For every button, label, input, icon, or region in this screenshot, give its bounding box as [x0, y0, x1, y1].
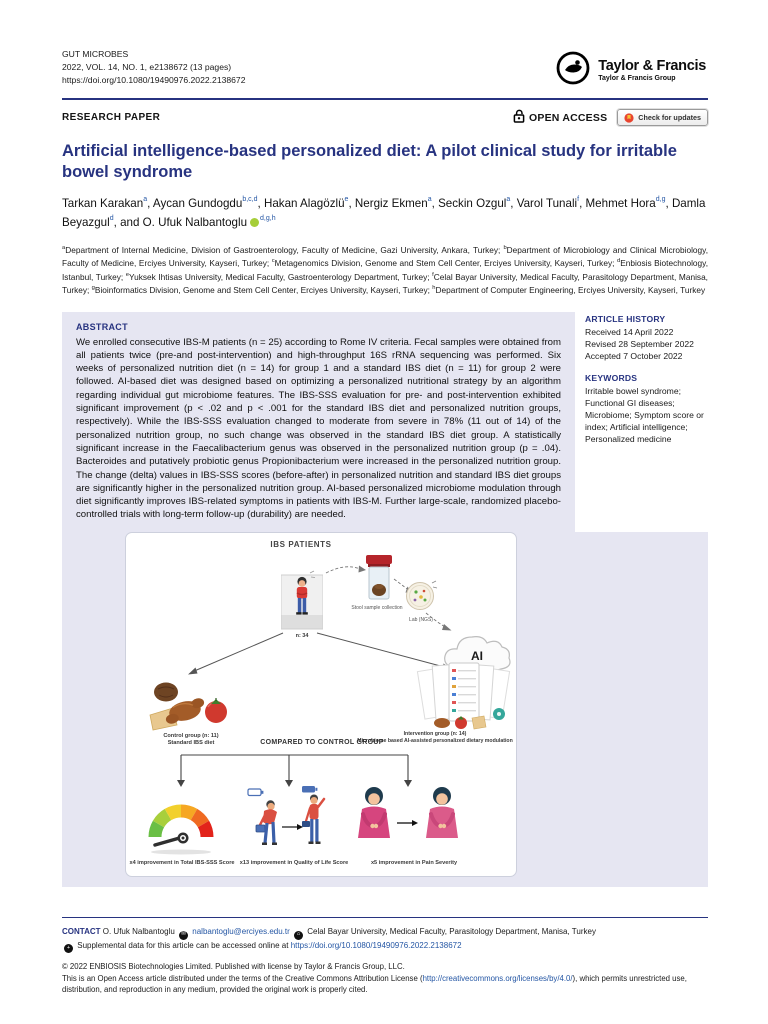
- abstract-box: [62, 312, 575, 532]
- license-paragraph: [62, 974, 708, 996]
- control-food-illustration: [146, 675, 238, 733]
- affil-text: Celal Bayar University, Medical Faculty, Parasitology Department, Manisa, Turkey;: [62, 271, 708, 295]
- crossmark-icon: [624, 113, 634, 123]
- taylor-francis-icon: [555, 50, 591, 91]
- ai-label: AI: [471, 648, 483, 663]
- abstract-text: We enrolled consecutive IBS-M patients (n = 25) according to Rome IV criteria. Fecal samples were obtained from all patients twice (pre-and post-intervention) and high-throughput 16S rRNA sequencing was performed. Six weeks of personalized nutrition diet (n = 14) for group 1 and a standard IBS diet (n = 11) for group 2 were followed. AI-based diet was designed based on optimizing a personalized nutritional strategy by an algorithm regarding individual gut microbiome features. The IBS-SSS evaluation for pre- and post-intervention exhibited significant improvement (p < .02 and p < .001 for the standard IBS diet and personalized nutrition groups, respectively). While the IBS-SSS evaluation changed to moderate from severe in 78% (11 out of 14) of the personalized nutrition group, no such change was observed in the standard IBS diet group. A statistically significant increase in the Faecalibacterium genus was observed in the personalized nutrition group (p = .04). Bacteroides and putatively probiotic genus Propionibacterium were increased in the personalized nutrition group. The change (delta) values in IBS-SSS scores (before-after) in personalized nutrition and standard IBS diet groups are significantly higher in the personalized nutrition group. AI-based personalized microbiome modulation through diet significantly improves IBS-related symptoms in patients with IBS-M. Further large-scale, randomized placebo-controlled trials with long-term follow-up (durability) are needed.: [76, 336, 561, 521]
- open-access-badge: [513, 109, 607, 126]
- journal-title: GUT MICROBES: [62, 49, 129, 59]
- ibs-sss-gauge-illustration: [141, 791, 221, 857]
- supplemental-icon: +: [64, 944, 73, 953]
- author-sep: ,: [257, 196, 264, 210]
- accepted-line: Accepted 7 October 2022: [585, 350, 683, 361]
- supplemental-doi-link[interactable]: https://doi.org/10.1080/19490976.2022.2138672: [290, 940, 462, 950]
- author-sep: ,: [665, 196, 672, 210]
- affil-text: Bioinformatics Division, Genome and Stem Cell Center, Erciyes University, Kayseri, Turkey;: [94, 284, 433, 295]
- figure-card: [125, 532, 517, 877]
- open-lock-icon: [513, 109, 525, 126]
- affil-sup: a: [62, 244, 66, 251]
- author-name: Tarkan Karakan: [62, 196, 144, 210]
- email-icon: ✉: [179, 931, 188, 940]
- check-updates-label: Check for updates: [638, 113, 701, 122]
- affil-sup: g: [91, 285, 95, 292]
- contact-email-link[interactable]: nalbantoglu@erciyes.edu.tr: [192, 927, 290, 937]
- author-sup: a: [506, 196, 511, 203]
- license-text-pre: This is an Open Access article distributed under the terms of the Creative Commons Attribution License (: [62, 973, 423, 983]
- footer-rule: [62, 917, 708, 919]
- pain-severity-illustration: [352, 783, 466, 855]
- affiliations: [62, 243, 708, 297]
- affil-sup: d: [617, 258, 621, 265]
- affil-sup: e: [125, 271, 129, 278]
- author-sep: ,: [579, 196, 586, 210]
- abstract-heading: ABSTRACT: [76, 321, 128, 332]
- stool-sample-label: Stool sample collection: [351, 604, 403, 611]
- author-name: Aycan Gundogdu: [152, 196, 243, 210]
- intervention-group-line1: Intervention group (n: 14): [403, 730, 467, 737]
- author-sup: b,c,d: [242, 196, 258, 203]
- contact-name: O. Ufuk Nalbantoglu: [102, 927, 175, 937]
- affil-text: Enbiosis Biotechnology, Istanbul, Turkey;: [62, 257, 708, 282]
- institution-icon: ⌂: [294, 931, 303, 940]
- affil-sup: f: [432, 271, 434, 278]
- author-name: Damla Beyazgul: [62, 196, 706, 230]
- affil-sup: h: [432, 285, 436, 292]
- abstract-section: [62, 312, 708, 532]
- author-name: Mehmet Hora: [585, 196, 656, 210]
- article-history-heading: ARTICLE HISTORY: [585, 313, 666, 324]
- sample-count-label: n: 34: [295, 632, 309, 639]
- affil-text: Department of Computer Engineering, Erciyes University, Kayseri, Turkey: [435, 284, 706, 295]
- supplemental-text: Supplemental data for this article can be accessed online at: [77, 940, 289, 950]
- quality-of-life-illustration: [244, 785, 334, 857]
- author-sep: ,: [510, 196, 517, 210]
- article-type-label: RESEARCH PAPER: [62, 112, 161, 123]
- publisher-name: Taylor & Francis: [598, 57, 706, 74]
- author-name: Seckin Ozgul: [438, 196, 507, 210]
- compared-heading: COMPARED TO CONTROL GROUP: [260, 738, 384, 746]
- result-qol-label: x13 improvement in Quality of Life Score: [239, 859, 349, 866]
- author-sup: a: [427, 196, 432, 203]
- author-name: Varol Tunali: [516, 196, 578, 210]
- contact-address: Celal Bayar University, Medical Faculty, Parasitology Department, Manisa, Turkey: [307, 927, 596, 937]
- control-group-line2: Standard IBS diet: [167, 740, 215, 747]
- publisher-subtitle: Taylor & Francis Group: [598, 75, 676, 83]
- orcid-icon[interactable]: [250, 218, 259, 227]
- figure-title: IBS PATIENTS: [270, 539, 332, 549]
- author-sep: ,: [348, 196, 355, 210]
- authors-line: [62, 193, 708, 232]
- author-sup: d,g: [655, 196, 666, 203]
- masthead: [62, 48, 708, 91]
- intervention-group-line2: Microbiome based AI-assisted personalized dietary modulation: [357, 737, 513, 744]
- supplemental-line: [62, 940, 708, 953]
- affil-text: Yuksek Ihtisas University, Medical Faculty, Gastroenterology Department, Turkey;: [129, 271, 433, 282]
- author-sup: a: [143, 196, 148, 203]
- affil-text: Department of Microbiology and Clinical Microbiology, Faculty of Medicine, Erciyes University, Kayseri, Turkey;: [62, 244, 708, 268]
- journal-info: [62, 48, 246, 86]
- patient-illustration: [281, 569, 323, 631]
- author-sep: ,: [113, 216, 121, 230]
- license-link[interactable]: http://creativecommons.org/licenses/by/4.0/: [422, 973, 573, 983]
- open-access-label: OPEN ACCESS: [529, 111, 608, 124]
- keywords-text: Irritable bowel syndrome; Functional GI diseases; Microbiome; Symptom score or index; Artificial intelligence; Personalized medicine: [585, 385, 704, 444]
- top-rule: [62, 98, 708, 100]
- intervention-docs-illustration: [416, 661, 512, 731]
- author-sup: f: [577, 196, 580, 203]
- author-sep: ,: [147, 196, 153, 210]
- author-name: Hakan Alagözlü: [263, 196, 345, 210]
- result-pain-label: x5 improvement in Pain Severity: [370, 859, 458, 866]
- author-sep: ,: [431, 196, 439, 210]
- revised-line: Revised 28 September 2022: [585, 338, 694, 349]
- author-sup: e: [344, 196, 349, 203]
- affil-sup: b: [503, 244, 507, 251]
- license-text-post: ), which permits unrestricted use, distribution, and reproduction in any medium, provided the original work is properly cited.: [62, 973, 687, 994]
- result-ibs-sss-label: x4 improvement in Total IBS-SSS Score: [129, 859, 235, 866]
- banner-row: [62, 109, 708, 126]
- check-updates-badge[interactable]: [617, 109, 708, 126]
- received-line: Received 14 April 2022: [585, 326, 674, 337]
- keywords-heading: KEYWORDS: [585, 372, 638, 383]
- author-sup: d: [109, 215, 114, 223]
- footer: [62, 926, 708, 953]
- issue-line: 2022, VOL. 14, NO. 1, e2138672 (13 pages): [62, 61, 232, 72]
- stool-sample-illustration: [366, 555, 392, 601]
- figure-section: [62, 532, 708, 887]
- copyright-line: © 2022 ENBIOSIS Biotechnologies Limited. Published with license by Taylor & Francis Group, LLC.: [62, 961, 405, 971]
- affil-sup: c: [271, 258, 275, 265]
- contact-line: [62, 926, 708, 939]
- article-sidebar: [575, 312, 708, 532]
- paper-title: Artificial intelligence-based personalized diet: A pilot clinical study for irritable bowel syndrome: [62, 142, 677, 181]
- author-sup: d,g,h: [260, 215, 276, 223]
- publisher-logo: [555, 50, 706, 91]
- affil-text: Department of Internal Medicine, Division of Gastroenterology, Faculty of Medicine, Gazi University, Ankara, Turkey;: [65, 244, 504, 255]
- author-name: and O. Ufuk Nalbantoglu: [120, 216, 248, 230]
- author-name: Nergiz Ekmen: [354, 196, 428, 210]
- doi-line: https://doi.org/10.1080/19490976.2022.2138672: [62, 74, 246, 85]
- control-group-line1: Control group (n: 11): [163, 732, 219, 739]
- contact-label: CONTACT: [62, 927, 101, 937]
- affil-text: Metagenomics Division, Genome and Stem Cell Center, Erciyes University, Kayseri, Turkey;: [274, 257, 617, 268]
- lab-ngs-label: Lab (NGS): [409, 616, 433, 623]
